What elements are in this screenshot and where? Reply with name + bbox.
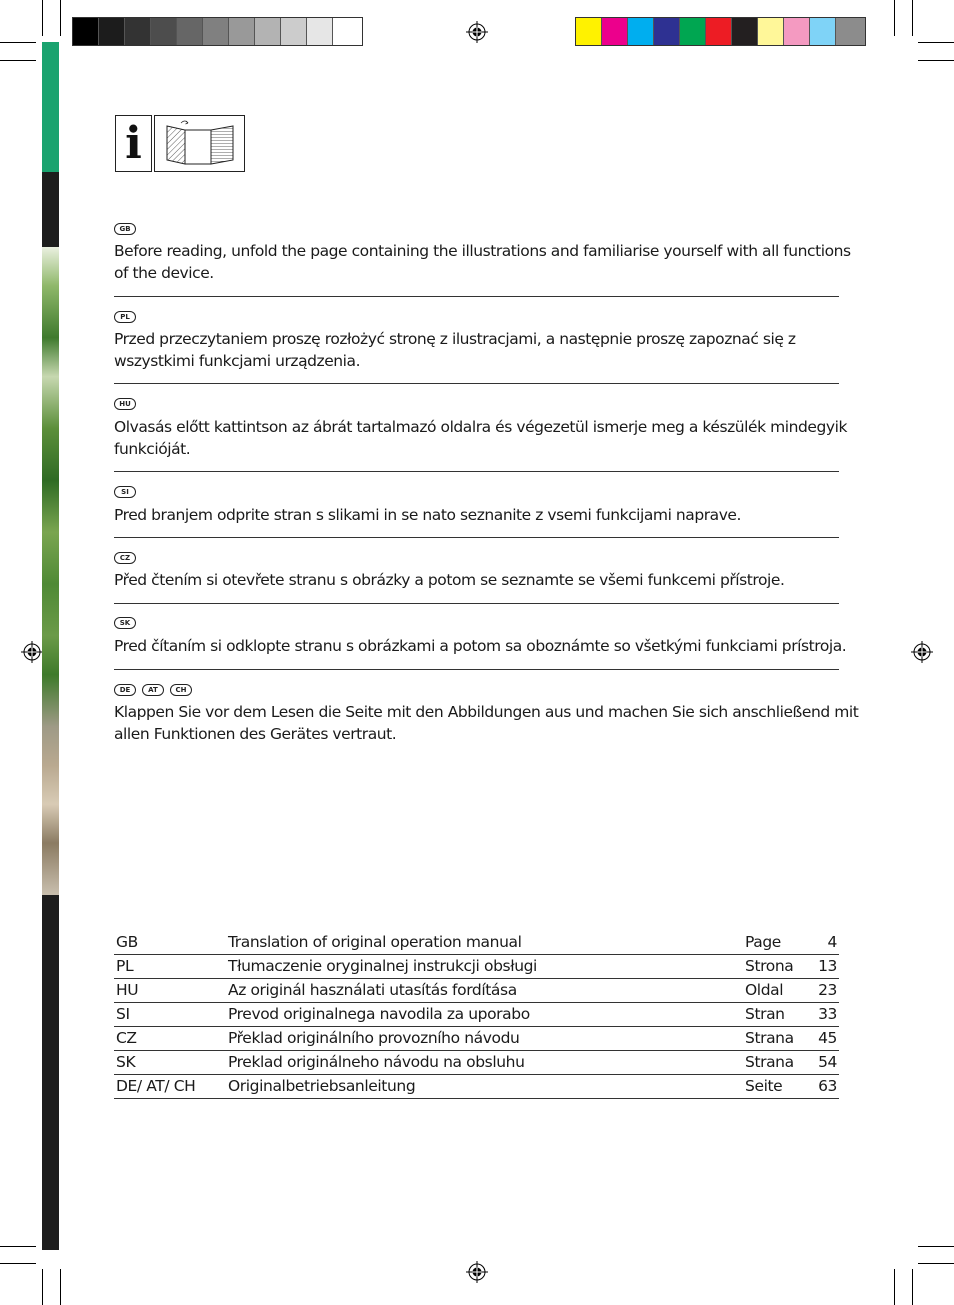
process-color-bar <box>575 17 866 46</box>
instruction-text: Klappen Sie vor dem Lesen die Seite mit den Abbildungen aus und machen Sie sich anschließend mit allen Funktionen des Gerätes vertraut. <box>114 703 859 743</box>
country-badge: PL <box>114 311 136 323</box>
divider <box>114 471 839 472</box>
toc-page-number: 13 <box>818 957 837 975</box>
crop-mark <box>60 0 61 36</box>
country-badge: AT <box>142 684 164 696</box>
instruction-text: Przed przeczytaniem proszę rozłożyć stronę z ilustracjami, a następnie proszę zapoznać się z wszystkimi funkcjami urządzenia. <box>114 330 796 370</box>
gray-swatch <box>177 18 203 45</box>
color-swatch <box>654 18 680 45</box>
crop-mark <box>894 1269 895 1305</box>
crop-mark <box>0 1246 36 1247</box>
toc-title: Az originál használati utasítás fordítása <box>228 981 517 999</box>
unfold-book-icon <box>154 115 245 172</box>
country-badge: DE <box>114 684 136 696</box>
divider <box>114 603 839 604</box>
crop-mark <box>918 1246 954 1247</box>
crop-mark <box>42 0 43 36</box>
crop-mark <box>0 42 36 43</box>
gray-swatch <box>229 18 255 45</box>
instruction-text: Pred čítaním si odklopte stranu s obrázkami a potom sa oboznámte so všetkými funkciami prístroja. <box>114 637 847 655</box>
toc-page-number: 54 <box>818 1053 837 1071</box>
country-badge: CH <box>170 684 192 696</box>
crop-mark <box>60 1269 61 1305</box>
color-swatch <box>680 18 706 45</box>
toc-page-word: Seite <box>745 1077 783 1095</box>
crop-mark <box>918 1263 954 1264</box>
divider <box>114 296 839 297</box>
color-swatch <box>706 18 732 45</box>
country-badge: SI <box>114 486 136 498</box>
toc-page-number: 33 <box>818 1005 837 1023</box>
registration-mark-icon <box>911 641 933 663</box>
table-row <box>114 931 839 955</box>
gray-swatch <box>73 18 99 45</box>
toc-code: SK <box>116 1053 136 1071</box>
toc-title: Překlad originálního provozního návodu <box>228 1029 520 1047</box>
divider <box>114 537 839 538</box>
side-strip-green <box>42 42 59 172</box>
crop-mark <box>918 60 954 61</box>
gray-swatch <box>307 18 333 45</box>
info-glyph: i <box>125 118 142 169</box>
book-drawing <box>155 116 244 171</box>
gray-swatch <box>125 18 151 45</box>
toc-title: Originalbetriebsanleitung <box>228 1077 416 1095</box>
toc-code: CZ <box>116 1029 137 1047</box>
crop-mark <box>918 42 954 43</box>
toc-page-word: Strona <box>745 957 794 975</box>
toc-code: DE/ AT/ CH <box>116 1077 196 1095</box>
gray-swatch <box>281 18 307 45</box>
row-divider <box>114 1098 839 1099</box>
grayscale-bar <box>72 17 363 46</box>
color-swatch <box>758 18 784 45</box>
table-row <box>114 1027 839 1051</box>
gray-swatch <box>203 18 229 45</box>
crop-mark <box>912 1269 913 1305</box>
color-swatch <box>602 18 628 45</box>
toc-code: GB <box>116 933 138 951</box>
table-row <box>114 1051 839 1075</box>
gray-swatch <box>255 18 281 45</box>
toc-title: Prevod originalnega navodila za uporabo <box>228 1005 530 1023</box>
color-swatch <box>732 18 758 45</box>
registration-mark-icon <box>21 641 43 663</box>
toc-page-number: 23 <box>818 981 837 999</box>
table-row <box>114 1075 839 1099</box>
toc-code: HU <box>116 981 139 999</box>
toc-title: Preklad originálneho návodu na obsluhu <box>228 1053 525 1071</box>
divider <box>114 383 839 384</box>
gray-swatch <box>99 18 125 45</box>
instruction-text: Before reading, unfold the page containing the illustrations and familiarise yourself with all functions of the device. <box>114 242 851 282</box>
toc-page-word: Stran <box>745 1005 785 1023</box>
registration-mark-icon <box>466 21 488 43</box>
color-swatch <box>810 18 836 45</box>
crop-mark <box>0 1263 36 1264</box>
toc-page-number: 63 <box>818 1077 837 1095</box>
color-swatch <box>784 18 810 45</box>
instruction-text: Olvasás előtt kattintson az ábrát tartalmazó oldalra és végezetül ismerje meg a készülék mindegyik funkcióját. <box>114 418 847 458</box>
toc-title: Tłumaczenie oryginalnej instrukcji obsługi <box>228 957 537 975</box>
gray-swatch <box>151 18 177 45</box>
instruction-text: Před čtením si otevřete stranu s obrázky a potom se seznamte se všemi funkcemi přístroje. <box>114 571 785 589</box>
color-swatch <box>628 18 654 45</box>
instruction-text: Pred branjem odprite stran s slikami in se nato seznanite z vsemi funkcijami naprave. <box>114 506 741 524</box>
gray-swatch <box>333 18 362 45</box>
toc-page-word: Strana <box>745 1053 794 1071</box>
toc-title: Translation of original operation manual <box>228 933 522 951</box>
info-icon <box>115 115 152 172</box>
table-row <box>114 955 839 979</box>
side-strip-dark <box>42 172 59 247</box>
country-badge: CZ <box>114 552 136 564</box>
table-row <box>114 979 839 1003</box>
color-swatch <box>576 18 602 45</box>
registration-mark-icon <box>466 1261 488 1283</box>
toc-code: PL <box>116 957 134 975</box>
toc-page-word: Page <box>745 933 781 951</box>
toc-page-number: 4 <box>827 933 837 951</box>
toc-page-word: Oldal <box>745 981 784 999</box>
side-strip-dark <box>42 895 59 1250</box>
table-row <box>114 1003 839 1027</box>
country-badge: GB <box>114 223 136 235</box>
crop-mark <box>0 60 36 61</box>
crop-mark <box>912 0 913 36</box>
color-swatch <box>836 18 865 45</box>
crop-mark <box>42 1269 43 1305</box>
toc-page-word: Strana <box>745 1029 794 1047</box>
country-badge: SK <box>114 617 136 629</box>
toc-code: SI <box>116 1005 130 1023</box>
crop-mark <box>894 0 895 36</box>
toc-page-number: 45 <box>818 1029 837 1047</box>
divider <box>114 669 839 670</box>
side-strip-photo <box>42 247 59 895</box>
country-badge: HU <box>114 398 136 410</box>
